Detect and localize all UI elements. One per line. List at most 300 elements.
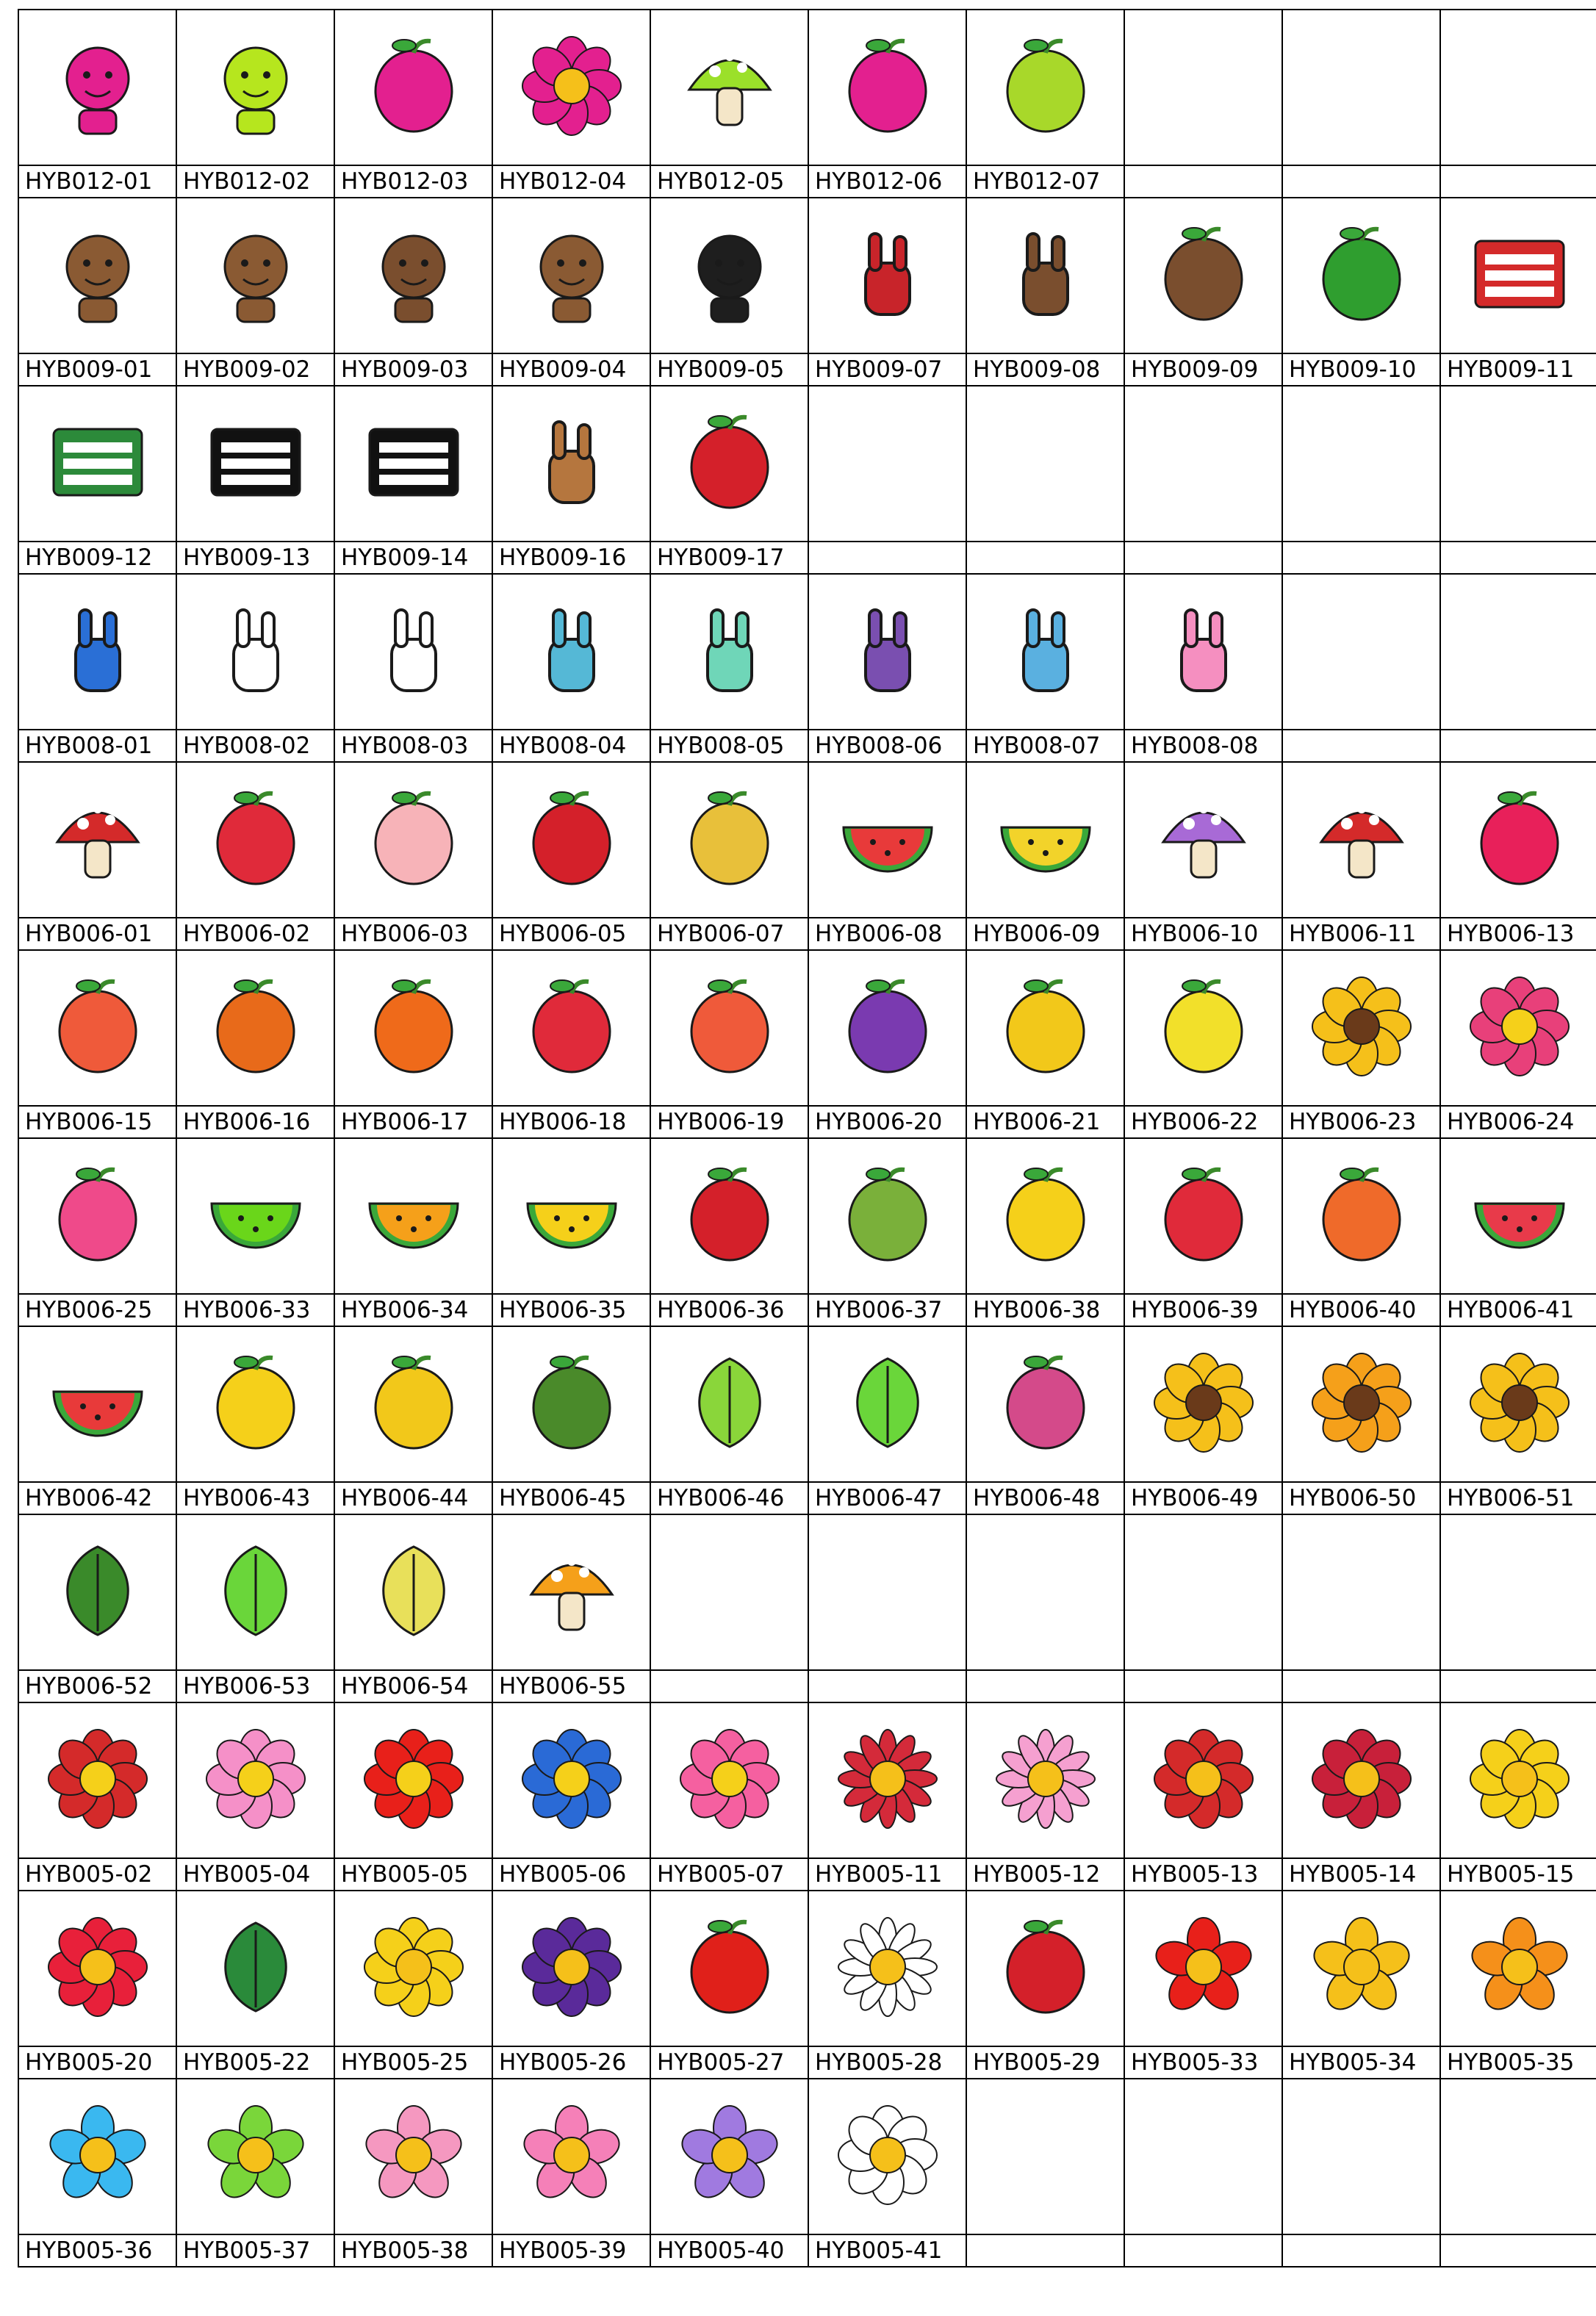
product-code: HYB006-23 [1289, 1109, 1417, 1135]
product-image-cell [966, 1891, 1124, 2046]
mushroom-icon [43, 783, 153, 893]
shaka-hand-icon [43, 595, 153, 705]
empty-label-cell [1440, 1670, 1596, 1702]
product-code-cell [1282, 918, 1440, 950]
africa-map-icon [1306, 219, 1417, 329]
pineapple-glasses-icon [991, 1159, 1101, 1270]
product-code: HYB005-29 [973, 2049, 1101, 2076]
product-code: HYB008-07 [973, 733, 1101, 759]
product-image-cell [334, 10, 492, 165]
product-image-cell [334, 762, 492, 918]
product-code-cell [334, 1670, 492, 1702]
product-image-cell [1282, 1702, 1440, 1858]
product-code: HYB009-12 [25, 544, 153, 571]
bandana-man-icon [359, 219, 469, 329]
product-code-cell [492, 542, 650, 574]
product-image-cell [1440, 1326, 1596, 1482]
product-code-cell [1124, 1858, 1282, 1891]
product-code: HYB008-08 [1131, 733, 1259, 759]
rose-icon [675, 1912, 785, 2022]
product-code: HYB012-03 [341, 168, 469, 195]
product-image-cell [808, 1326, 966, 1482]
product-image-cell [176, 1891, 334, 2046]
product-code-cell [1440, 1858, 1596, 1891]
empty-label-cell [966, 2234, 1124, 2267]
product-image-cell [334, 950, 492, 1106]
product-image-cell [18, 198, 176, 353]
product-code: HYB005-25 [341, 2049, 469, 2076]
product-image-cell [334, 574, 492, 730]
product-image-cell [808, 1138, 966, 1294]
product-image-cell [18, 386, 176, 542]
cute-strawberry-icon [517, 971, 627, 1082]
empty-label-cell [1440, 730, 1596, 762]
image-row [18, 2079, 1596, 2234]
orange-slice-icon [359, 1159, 469, 1270]
sunflower-basket-icon [1464, 1348, 1575, 1458]
product-image-cell [808, 574, 966, 730]
product-code-cell [1124, 353, 1282, 386]
product-code: HYB009-16 [499, 544, 627, 571]
empty-image-cell [650, 1514, 808, 1670]
product-code: HYB009-07 [815, 356, 943, 383]
product-code: HYB009-02 [183, 356, 311, 383]
peach-icon [359, 783, 469, 893]
product-code: HYB006-49 [1131, 1485, 1259, 1511]
product-code: HYB006-42 [25, 1485, 153, 1511]
product-code: HYB006-51 [1447, 1485, 1575, 1511]
blue-smiley-flower-icon [517, 1724, 627, 1834]
banana-bunch-icon [991, 971, 1101, 1082]
product-code: HYB005-06 [499, 1861, 627, 1888]
product-code-cell [966, 2046, 1124, 2079]
product-image-cell [492, 386, 650, 542]
product-image-cell [18, 950, 176, 1106]
product-image-cell [492, 574, 650, 730]
empty-label-cell [1124, 165, 1282, 198]
product-code-cell [808, 353, 966, 386]
product-code: HYB006-07 [657, 921, 785, 947]
melon-slice-icon [991, 783, 1101, 893]
product-code-cell [176, 918, 334, 950]
vine-leaves-icon [43, 1536, 153, 1646]
product-code-cell [334, 542, 492, 574]
five-petal-flower-icon [201, 2100, 311, 2210]
product-code: HYB006-55 [499, 1673, 627, 1700]
product-code: HYB005-35 [1447, 2049, 1575, 2076]
product-code-cell [966, 1106, 1124, 1138]
product-image-cell [1440, 950, 1596, 1106]
product-image-cell [492, 10, 650, 165]
product-code: HYB009-04 [499, 356, 627, 383]
product-code-cell [1124, 1106, 1282, 1138]
product-code: HYB006-17 [341, 1109, 469, 1135]
product-code: HYB009-05 [657, 356, 785, 383]
product-code-cell [176, 1106, 334, 1138]
product-code: HYB008-03 [341, 733, 469, 759]
red-smiley-flower-icon [43, 1724, 153, 1834]
gnome-icon [43, 31, 153, 141]
product-code: HYB009-08 [973, 356, 1101, 383]
product-code: HYB005-34 [1289, 2049, 1417, 2076]
label-row [18, 1294, 1596, 1326]
yellow-flower-icon [1464, 1724, 1575, 1834]
watermelon-wedge-icon [43, 1348, 153, 1458]
image-row [18, 1702, 1596, 1858]
product-code: HYB006-11 [1289, 921, 1417, 947]
product-code: HYB005-15 [1447, 1861, 1575, 1888]
avocado-icon [833, 1159, 943, 1270]
product-image-cell [650, 762, 808, 918]
empty-image-cell [1124, 1514, 1282, 1670]
empty-label-cell [1282, 542, 1440, 574]
lime-slice-icon [201, 1159, 311, 1270]
empty-image-cell [966, 386, 1124, 542]
product-code-cell [18, 918, 176, 950]
product-image-cell [808, 762, 966, 918]
product-image-cell [492, 1514, 650, 1670]
product-code-cell [1124, 730, 1282, 762]
cactus-icon [675, 1348, 785, 1458]
product-code: HYB009-03 [341, 356, 469, 383]
product-code: HYB006-16 [183, 1109, 311, 1135]
product-code: HYB006-22 [1131, 1109, 1259, 1135]
label-row [18, 353, 1596, 386]
product-code: HYB009-14 [341, 544, 469, 571]
product-image-cell [176, 1514, 334, 1670]
leaves-icon [833, 1348, 943, 1458]
product-grid [18, 9, 1596, 2268]
product-code-cell [1124, 1482, 1282, 1514]
five-petal-flower-icon [517, 2100, 627, 2210]
product-image-cell [966, 1702, 1124, 1858]
product-image-cell [492, 1891, 650, 2046]
product-code-cell [492, 2046, 650, 2079]
label-row [18, 730, 1596, 762]
empty-image-cell [1440, 574, 1596, 730]
product-code-cell [492, 1294, 650, 1326]
product-code: HYB006-10 [1131, 921, 1259, 947]
product-code: HYB005-12 [973, 1861, 1101, 1888]
product-code-cell [176, 2046, 334, 2079]
product-image-cell [650, 950, 808, 1106]
product-image-cell [176, 2079, 334, 2234]
thank-you-apple-icon [675, 1159, 785, 1270]
product-code-cell [176, 1482, 334, 1514]
product-code-cell [808, 730, 966, 762]
red-mushroom-icon [1306, 783, 1417, 893]
product-image-cell [1440, 1891, 1596, 2046]
product-code-cell [18, 1106, 176, 1138]
empty-image-cell [1282, 1514, 1440, 1670]
product-code-cell [650, 918, 808, 950]
product-code: HYB005-27 [657, 2049, 785, 2076]
product-code: HYB005-26 [499, 2049, 627, 2076]
product-code: HYB008-05 [657, 733, 785, 759]
product-image-cell [1282, 1891, 1440, 2046]
product-image-cell [334, 386, 492, 542]
product-code-cell [176, 1858, 334, 1891]
peeled-banana-icon [359, 1348, 469, 1458]
product-code: HYB006-21 [973, 1109, 1101, 1135]
product-image-cell [808, 198, 966, 353]
product-code-cell [492, 1482, 650, 1514]
product-image-cell [176, 950, 334, 1106]
pumpkin-icon [359, 971, 469, 1082]
pink-grapes-icon [991, 1348, 1101, 1458]
vulcan-hand-icon [675, 595, 785, 705]
product-code: HYB006-03 [341, 921, 469, 947]
product-code: HYB009-10 [1289, 356, 1417, 383]
product-code-cell [18, 165, 176, 198]
image-row [18, 198, 1596, 353]
empty-label-cell [1124, 2234, 1282, 2267]
product-code: HYB005-41 [815, 2237, 943, 2264]
product-code-cell [334, 730, 492, 762]
product-image-cell [18, 1326, 176, 1482]
product-code: HYB006-19 [657, 1109, 785, 1135]
product-image-cell [1282, 1326, 1440, 1482]
label-row [18, 542, 1596, 574]
product-code: HYB006-18 [499, 1109, 627, 1135]
product-code-cell [18, 2046, 176, 2079]
product-code-cell [1440, 1106, 1596, 1138]
product-code: HYB009-01 [25, 356, 153, 383]
product-code: HYB006-24 [1447, 1109, 1575, 1135]
five-petal-flower-icon [43, 2100, 153, 2210]
product-code: HYB012-07 [973, 168, 1101, 195]
product-code-cell [492, 353, 650, 386]
product-code-cell [650, 542, 808, 574]
lips-tongue-icon [675, 407, 785, 517]
product-code-cell [808, 165, 966, 198]
product-code: HYB008-02 [183, 733, 311, 759]
product-image-cell [1124, 950, 1282, 1106]
product-code: HYB006-33 [183, 1297, 311, 1323]
product-image-cell [650, 2079, 808, 2234]
product-code-cell [334, 2234, 492, 2267]
product-image-cell [1124, 1702, 1282, 1858]
mirror-flower-icon [517, 1912, 627, 2022]
fern-leaf-icon [359, 1536, 469, 1646]
product-code-cell [492, 730, 650, 762]
product-code: HYB006-37 [815, 1297, 943, 1323]
product-code: HYB006-50 [1289, 1485, 1417, 1511]
product-code-cell [808, 2046, 966, 2079]
image-row [18, 1138, 1596, 1294]
product-code-cell [1282, 1858, 1440, 1891]
product-code-cell [650, 730, 808, 762]
product-code-cell [334, 1858, 492, 1891]
product-code-cell [18, 1858, 176, 1891]
strawberry-badge-icon [1464, 783, 1575, 893]
product-code: HYB005-13 [1131, 1861, 1259, 1888]
watermelon-round-icon [1464, 1159, 1575, 1270]
image-row [18, 574, 1596, 730]
sunflower-bouquet-icon [1306, 1348, 1417, 1458]
mushroom-cluster-icon [517, 1536, 627, 1646]
product-code-cell [966, 730, 1124, 762]
product-image-cell [492, 198, 650, 353]
product-code: HYB012-04 [499, 168, 627, 195]
product-code: HYB005-14 [1289, 1861, 1417, 1888]
product-image-cell [966, 1138, 1124, 1294]
pineapple-icon [675, 783, 785, 893]
pink-smiley-flower-icon [1464, 971, 1575, 1082]
product-code-cell [1282, 1294, 1440, 1326]
label-row [18, 1858, 1596, 1891]
bearded-man-icon [517, 219, 627, 329]
product-code: HYB005-39 [499, 2237, 627, 2264]
product-code-cell [334, 918, 492, 950]
dope-black-father-sign-icon [359, 407, 469, 517]
product-code-cell [966, 1858, 1124, 1891]
product-code: HYB005-33 [1131, 2049, 1259, 2076]
product-code: HYB006-36 [657, 1297, 785, 1323]
empty-image-cell [1282, 386, 1440, 542]
product-image-cell [334, 1891, 492, 2046]
empty-image-cell [966, 1514, 1124, 1670]
product-image-cell [650, 386, 808, 542]
product-code: HYB006-05 [499, 921, 627, 947]
label-row [18, 2234, 1596, 2267]
product-code: HYB006-13 [1447, 921, 1575, 947]
grapes-icon [833, 971, 943, 1082]
product-code: HYB005-05 [341, 1861, 469, 1888]
product-image-cell [176, 1702, 334, 1858]
product-image-cell [1440, 1702, 1596, 1858]
product-code: HYB006-48 [973, 1485, 1101, 1511]
product-image-cell [1440, 1138, 1596, 1294]
strawberry-bird-icon [1149, 1159, 1259, 1270]
product-code: HYB006-35 [499, 1297, 627, 1323]
product-image-cell [18, 10, 176, 165]
product-code: HYB012-01 [25, 168, 153, 195]
product-code-cell [492, 1858, 650, 1891]
product-code: HYB006-40 [1289, 1297, 1417, 1323]
snail-icon [833, 31, 943, 141]
label-row [18, 1670, 1596, 1702]
product-code-cell [18, 542, 176, 574]
rock-hand-icon [991, 595, 1101, 705]
product-code: HYB006-46 [657, 1485, 785, 1511]
product-image-cell [808, 10, 966, 165]
empty-image-cell [966, 2079, 1124, 2234]
product-image-cell [176, 1326, 334, 1482]
product-code-cell [808, 1858, 966, 1891]
five-petal-flower-icon [675, 2100, 785, 2210]
product-code-cell [650, 1106, 808, 1138]
fairy-icon [201, 31, 311, 141]
orange-fruit-icon [675, 971, 785, 1082]
empty-label-cell [966, 1670, 1124, 1702]
product-code-cell [1282, 2046, 1440, 2079]
pink-smiley-flower-icon [675, 1724, 785, 1834]
product-image-cell [1282, 1138, 1440, 1294]
product-image-cell [650, 10, 808, 165]
product-image-cell [18, 1702, 176, 1858]
product-image-cell [18, 1514, 176, 1670]
black-lives-matter-ring-icon [1149, 219, 1259, 329]
peace-hand-icon [359, 595, 469, 705]
empty-image-cell [1440, 10, 1596, 165]
hand-heart-icon [833, 219, 943, 329]
product-code: HYB005-22 [183, 2049, 311, 2076]
product-code: HYB006-15 [25, 1109, 153, 1135]
product-image-cell [1124, 1326, 1282, 1482]
product-code-cell [966, 353, 1124, 386]
empty-image-cell [1440, 1514, 1596, 1670]
product-image-cell [650, 1326, 808, 1482]
product-code: HYB009-09 [1131, 356, 1259, 383]
product-code: HYB006-43 [183, 1485, 311, 1511]
product-code: HYB006-20 [815, 1109, 943, 1135]
product-code: HYB006-09 [973, 921, 1101, 947]
product-code: HYB005-07 [657, 1861, 785, 1888]
product-code-cell [492, 1670, 650, 1702]
product-image-cell [650, 198, 808, 353]
moon-water-can-icon [359, 31, 469, 141]
lemon-wedge-icon [517, 1159, 627, 1270]
product-image-cell [1282, 198, 1440, 353]
product-image-cell [650, 1702, 808, 1858]
product-code-cell [650, 2046, 808, 2079]
product-code-cell [966, 1294, 1124, 1326]
product-code-cell [1282, 353, 1440, 386]
product-code: HYB005-36 [25, 2237, 153, 2264]
product-image-cell [808, 950, 966, 1106]
product-image-cell [176, 1138, 334, 1294]
cow-print-flower-icon [833, 2100, 943, 2210]
label-row [18, 1106, 1596, 1138]
product-code-cell [1440, 1294, 1596, 1326]
product-code: HYB006-08 [815, 921, 943, 947]
product-code-cell [1124, 918, 1282, 950]
five-petal-flower-icon [359, 2100, 469, 2210]
product-code-cell [1124, 2046, 1282, 2079]
product-image-cell [18, 2079, 176, 2234]
product-code: HYB012-06 [815, 168, 943, 195]
product-image-cell [650, 1891, 808, 2046]
product-code: HYB006-39 [1131, 1297, 1259, 1323]
product-image-cell [176, 574, 334, 730]
empty-label-cell [1440, 165, 1596, 198]
product-image-cell [1124, 574, 1282, 730]
product-image-cell [1440, 198, 1596, 353]
watermelon-slice-icon [833, 783, 943, 893]
product-code: HYB005-11 [815, 1861, 943, 1888]
afro-woman-icon [675, 219, 785, 329]
product-code-cell [966, 1482, 1124, 1514]
product-code-cell [492, 918, 650, 950]
product-image-cell [334, 1138, 492, 1294]
product-image-cell [650, 1138, 808, 1294]
product-image-cell [334, 1514, 492, 1670]
product-image-cell [1124, 1138, 1282, 1294]
product-code: HYB008-01 [25, 733, 153, 759]
product-code-cell [334, 165, 492, 198]
product-image-cell [966, 762, 1124, 918]
empty-label-cell [1440, 2234, 1596, 2267]
black-lives-matter-sign-icon [43, 407, 153, 517]
product-image-cell [1124, 198, 1282, 353]
product-code: HYB008-06 [815, 733, 943, 759]
product-code-cell [18, 1670, 176, 1702]
product-code-cell [334, 353, 492, 386]
product-code: HYB006-44 [341, 1485, 469, 1511]
product-code: HYB006-52 [25, 1673, 153, 1700]
product-code: HYB005-37 [183, 2237, 311, 2264]
